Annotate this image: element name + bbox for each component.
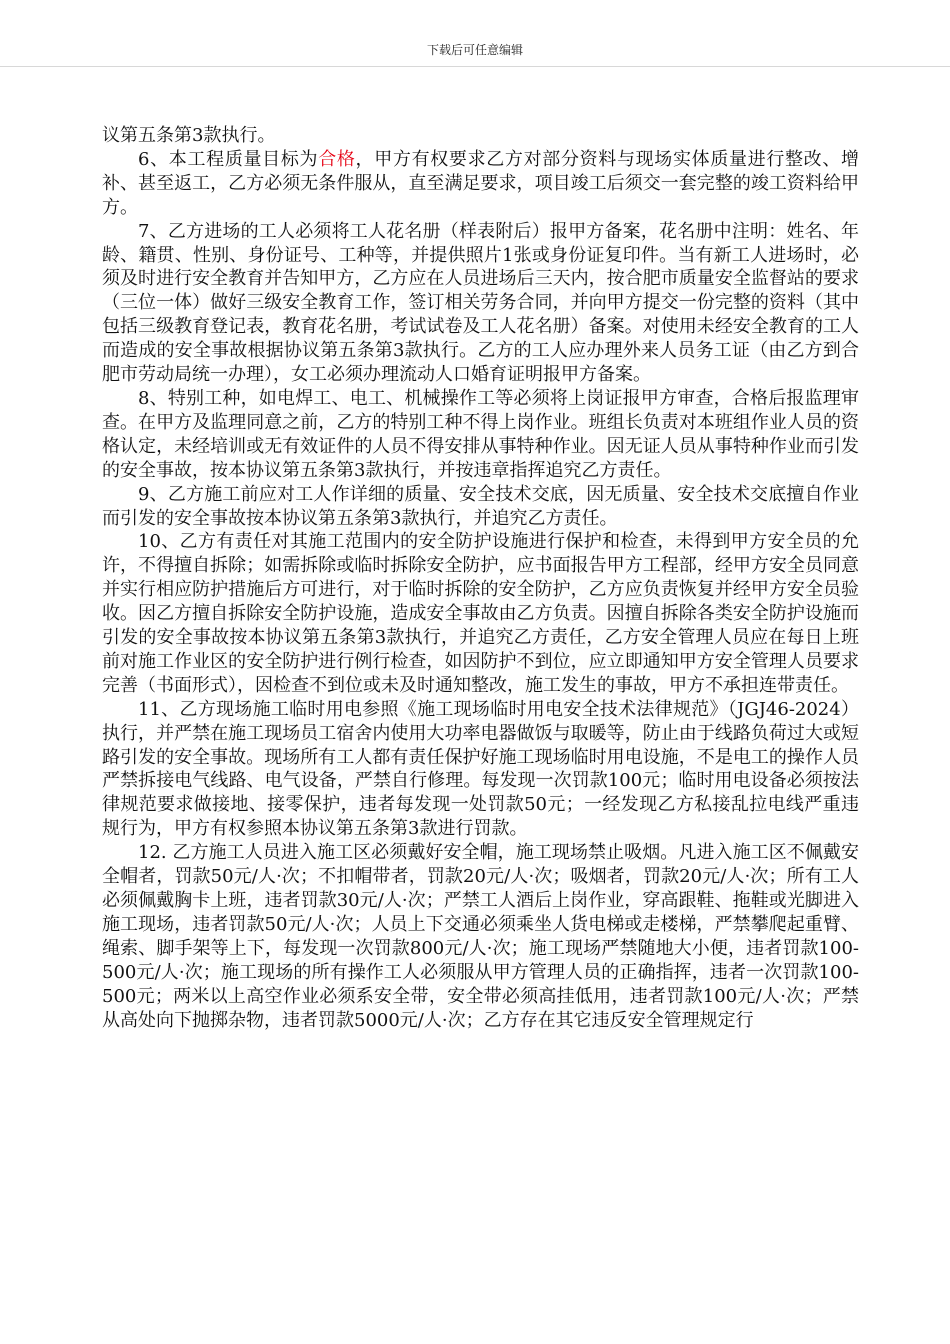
paragraph-item-7: 7、乙方进场的工人必须将工人花名册（样表附后）报甲方备案，花名册中注明：姓名、年龄、籍贯、性别、身份证号、工种等，并提供照片1张或身份证复印件。当有新工人进场时，必须及时进行安全教育并告知甲方，乙方应在人员进场后三天内，按合肥市质量安全监督站的要求（三位一体）做好三级安全教育工作，签订相关劳务合同，并向甲方提交一份完整的资料（其中包括三级教育登记表，教育花名册，考试试卷及工人花名册）备案。对使用未经安全教育的工人而造成的安全事故根据协议第五条第3款执行。乙方的工人应办理外来人员务工证（由乙方到合肥市劳动局统一办理），女工必须办理流动人口婚育证明报甲方备案。 (102, 220, 859, 386)
quality-target-highlight: 合格 (318, 148, 356, 170)
paragraph-continuation: 议第五条第3款执行。 (102, 125, 276, 146)
document-body (102, 124, 859, 1032)
paragraph-item-8: 8、特别工种，如电焊工、电工、机械操作工等必须将上岗证报甲方审查，合格后报监理审查。在甲方及监理同意之前，乙方的特别工种不得上岗作业。班组长负责对本班组作业人员的资格认定，未经培训或无有效证件的人员不得安排从事特种作业。因无证人员从事特种作业而引发的安全事故，按本协议第五条第3款执行，并按违章指挥追究乙方责任。 (102, 387, 859, 481)
paragraph-item-11: 11、乙方现场施工临时用电参照《施工现场临时用电安全技术法律规范》（JGJ46-2024）执行，并严禁在施工现场员工宿舍内使用大功率电器做饭与取暖等，防止由于线路负荷过大或短路引发的安全事故。现场所有工人都有责任保护好施工现场临时用电设施，不是电工的操作人员严禁拆接电气线路、电气设备，严禁自行修理。每发现一次罚款100元；临时用电设备必须按法律规范要求做接地、接零保护，违者每发现一处罚款50元；一经发现乙方私接乱拉电线严重违规行为，甲方有权参照本协议第五条第3款进行罚款。 (102, 698, 859, 840)
paragraph-item-6-rest: ，甲方有权要求乙方对部分资料与现场实体质量进行整改、增补、甚至返工，乙方必须无条件服从，直至满足要求，项目竣工后须交一套完整的竣工资料给甲方。 (102, 148, 860, 218)
header-divider (0, 66, 950, 67)
page-header: 下载后可任意编辑 (426, 43, 523, 57)
paragraph-item-10: 10、乙方有责任对其施工范围内的安全防护设施进行保护和检查，未得到甲方安全员的允许，不得擅自拆除；如需拆除或临时拆除安全防护，应书面报告甲方工程部，经甲方安全员同意并实行相应防护措施后方可进行，对于临时拆除的安全防护，乙方应负责恢复并经甲方安全员验收。因乙方擅自拆除安全防护设施，造成安全事故由乙方负责。因擅自拆除各类安全防护设施而引发的安全事故按本协议第五条第3款执行，并追究乙方责任，乙方安全管理人员应在每日上班前对施工作业区的安全防护进行例行检查，如因防护不到位，应立即通知甲方安全管理人员要求完善（书面形式），因检查不到位或未及时通知整改，施工发生的事故，甲方不承担连带责任。 (102, 531, 859, 696)
paragraph-item-6-lead: 6、本工程质量目标为 (138, 148, 319, 170)
paragraph-item-9: 9、乙方施工前应对工人作详细的质量、安全技术交底，因无质量、安全技术交底擅自作业而引发的安全事故按本协议第五条第3款执行，并追究乙方责任。 (102, 483, 859, 529)
paragraph-item-12: 12. 乙方施工人员进入施工区必须戴好安全帽，施工现场禁止吸烟。凡进入施工区不佩戴安全帽者，罚款50元/人·次；不扣帽带者，罚款20元/人·次；吸烟者，罚款20元/人·次；所有工人必须佩戴胸卡上班，违者罚款30元/人·次；严禁工人酒后上岗作业，穿高跟鞋、拖鞋或光脚进入施工现场，违者罚款50元/人·次；人员上下交通必须乘坐人货电梯或走楼梯，严禁攀爬起重臂、绳索、脚手架等上下，每发现一次罚款800元/人·次；施工现场严禁随地大小便，违者罚款100-500元/人·次；施工现场的所有操作工人必须服从甲方管理人员的正确指挥，违者一次罚款100-500元；两米以上高空作业必须系安全带，安全带必须高挂低用，违者罚款100元/人·次；严禁从高处向下抛掷杂物，违者罚款5000元/人·次；乙方存在其它违反安全管理规定行 (102, 842, 859, 1031)
paragraph-item-6 (102, 148, 859, 220)
